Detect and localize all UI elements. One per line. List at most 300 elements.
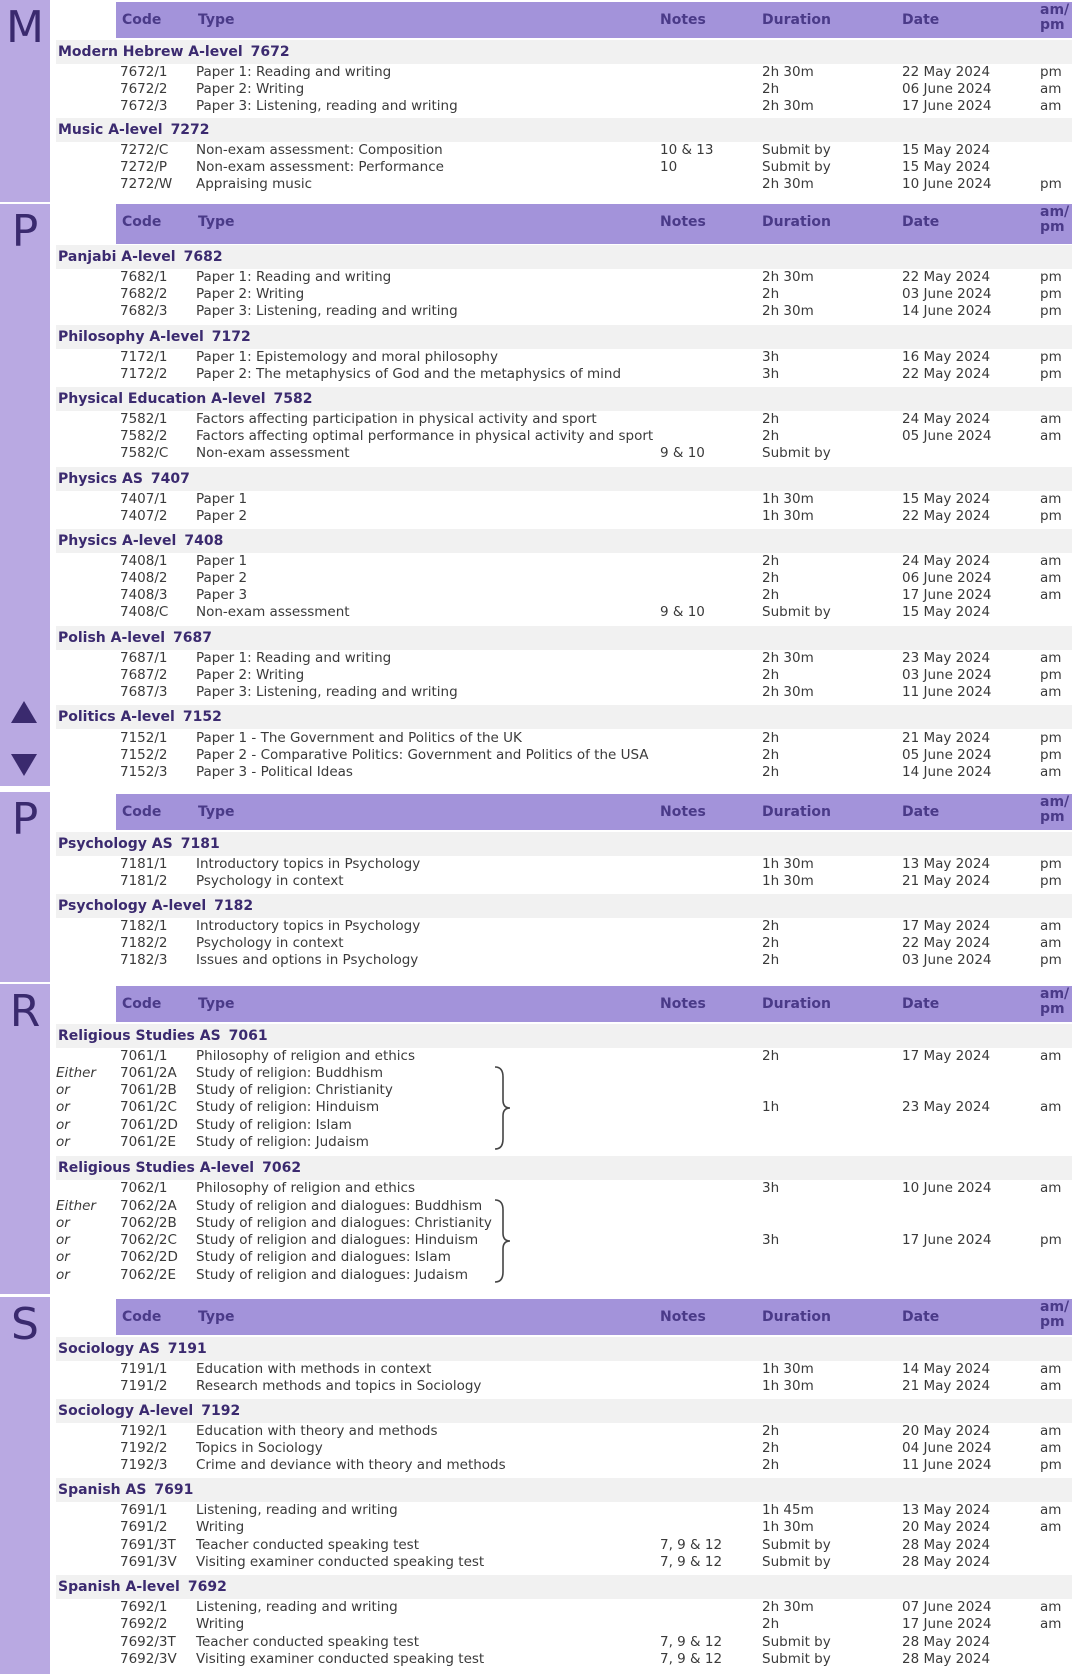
cell-date: 22 May 2024 [902,269,991,285]
table-row [0,349,1080,366]
cell-date: 22 May 2024 [902,366,991,382]
table-row [0,667,1080,684]
cell-date: 11 June 2024 [902,684,992,700]
cell-date: 06 June 2024 [902,570,992,586]
table-row [0,918,1080,935]
header-notes: Notes [660,804,706,820]
header-type: Type [198,804,235,820]
cell-type: Crime and deviance with theory and methods [196,1457,506,1473]
cell-date: 14 May 2024 [902,1361,991,1377]
cell-type: Listening, reading and writing [196,1599,398,1615]
cell-duration: 2h 30m [762,176,814,192]
cell-type: Non-exam assessment: Performance [196,159,444,175]
cell-code: 7692/2 [120,1616,168,1632]
cell-date: 20 May 2024 [902,1519,991,1535]
cell-date: 17 May 2024 [902,1048,991,1064]
cell-duration: 1h 30m [762,491,814,507]
cell-duration: 2h [762,1457,780,1473]
cell-duration: 1h 45m [762,1502,814,1518]
cell-ampm: pm [1040,952,1062,968]
section-m-0 [0,0,1080,202]
cell-duration: 2h [762,764,780,780]
cell-duration: 3h [762,366,780,382]
header-ampm-line1: am/ [1040,2,1070,18]
cell-code: 7172/2 [120,366,168,382]
cell-date: 23 May 2024 [902,650,991,666]
cell-code: 7172/1 [120,349,168,365]
table-row [0,445,1080,462]
table-row [0,553,1080,570]
header-ampm [1040,1300,1069,1330]
cell-type: Study of religion and dialogues: Buddhism [196,1198,483,1214]
header-duration: Duration [762,1309,832,1325]
cell-type: Study of religion and dialogues: Hinduism [196,1232,479,1248]
subject-heading [56,1024,1072,1048]
cell-code: 7682/3 [120,303,168,319]
cell-prefix: or [56,1249,70,1265]
subject-heading [56,529,1072,553]
cell-prefix: or [56,1134,70,1150]
cell-duration: 3h [762,1232,780,1248]
table-row [0,269,1080,286]
subject-heading [56,40,1072,64]
cell-type: Education with theory and methods [196,1423,438,1439]
header-ampm [1040,987,1069,1017]
table-row [0,64,1080,81]
cell-prefix: or [56,1117,70,1133]
cell-code: 7061/1 [120,1048,168,1064]
cell-duration: 2h 30m [762,1599,814,1615]
cell-type: Paper 1: Reading and writing [196,650,392,666]
cell-code: 7672/3 [120,98,168,114]
cell-ampm: am [1040,1180,1062,1196]
cell-date: 10 June 2024 [902,176,992,192]
table-row [0,508,1080,525]
header-date: Date [902,12,940,28]
header-ampm-line1: am/ [1040,204,1070,220]
table-row [0,570,1080,587]
cell-type: Non-exam assessment [196,445,350,461]
cell-ampm: am [1040,98,1062,114]
cell-notes: 7, 9 & 12 [660,1537,723,1553]
cell-type: Psychology in context [196,935,344,951]
table-row [0,1048,1080,1065]
cell-code: 7687/2 [120,667,168,683]
cell-duration: 2h [762,1440,780,1456]
cell-date: 06 June 2024 [902,81,992,97]
table-row [0,952,1080,969]
cell-type: Philosophy of religion and ethics [196,1180,415,1196]
cell-code: 7692/1 [120,1599,168,1615]
section-letter: R [9,986,41,1037]
cell-type: Paper 1: Epistemology and moral philosophy [196,349,498,365]
header-notes: Notes [660,996,706,1012]
table-row [0,1117,1080,1134]
cell-date: 22 May 2024 [902,64,991,80]
cell-duration: 2h 30m [762,98,814,114]
cell-ampm: pm [1040,1457,1062,1473]
cell-date: 05 June 2024 [902,747,992,763]
cell-type: Teacher conducted speaking test [196,1634,419,1650]
cell-duration: 1h 30m [762,508,814,524]
table-row [0,1537,1080,1554]
cell-ampm: am [1040,684,1062,700]
cell-type: Paper 1 - The Government and Politics of the UK [196,730,522,746]
cell-code: 7182/2 [120,935,168,951]
subject-code: 7687 [173,630,212,646]
cell-type: Paper 1: Reading and writing [196,269,392,285]
cell-date: 11 June 2024 [902,1457,992,1473]
cell-ampm: pm [1040,303,1062,319]
table-row [0,142,1080,159]
cell-ampm: pm [1040,269,1062,285]
table-row [0,1554,1080,1571]
cell-type: Study of religion and dialogues: Judaism [196,1267,468,1283]
table-row [0,1232,1080,1249]
cell-type: Paper 3: Listening, reading and writing [196,684,458,700]
cell-code: 7272/W [120,176,173,192]
table-row [0,604,1080,621]
cell-duration: 2h [762,81,780,97]
cell-date: 05 June 2024 [902,428,992,444]
section-p-2 [0,792,1080,982]
subject-code: 7182 [214,898,254,914]
subject-code: 7061 [228,1028,268,1044]
cell-duration: 2h [762,1616,780,1632]
cell-code: 7408/3 [120,587,168,603]
subject-code: 7691 [154,1482,194,1498]
table-row [0,1180,1080,1197]
subject-code: 7407 [150,471,190,487]
grouping-brace [492,1065,512,1151]
table-row [0,1599,1080,1616]
cell-type: Introductory topics in Psychology [196,856,421,872]
cell-date: 15 May 2024 [902,491,991,507]
cell-code: 7061/2D [120,1117,178,1133]
table-row [0,81,1080,98]
header-type: Type [198,1309,235,1325]
table-row [0,1502,1080,1519]
header-notes: Notes [660,1309,706,1325]
cell-code: 7691/3T [120,1537,176,1553]
cell-code: 7181/2 [120,873,168,889]
cell-ampm: am [1040,553,1062,569]
header-type: Type [198,12,235,28]
header-type: Type [198,996,235,1012]
cell-code: 7408/1 [120,553,168,569]
cell-duration: Submit by [762,1537,831,1553]
cell-code: 7062/2E [120,1267,177,1283]
cell-type: Paper 2 [196,508,248,524]
cell-code: 7672/1 [120,64,168,80]
cell-duration: 2h [762,747,780,763]
cell-duration: Submit by [762,159,831,175]
cell-code: 7062/2A [120,1198,177,1214]
cell-code: 7191/1 [120,1361,168,1377]
subject-code: 7191 [167,1341,207,1357]
cell-code: 7152/2 [120,747,168,763]
cell-ampm: am [1040,428,1062,444]
cell-type: Visiting examiner conducted speaking test [196,1554,485,1570]
header-date: Date [902,1309,940,1325]
table-header [116,986,1072,1022]
cell-date: 14 June 2024 [902,303,992,319]
cell-code: 7582/2 [120,428,168,444]
table-row [0,747,1080,764]
cell-ampm: am [1040,1423,1062,1439]
cell-type: Study of religion: Buddhism [196,1065,384,1081]
table-header [116,2,1072,38]
subject-code: 7408 [184,533,224,549]
table-row [0,303,1080,320]
table-row [0,428,1080,445]
cell-type: Listening, reading and writing [196,1502,398,1518]
cell-type: Paper 3: Listening, reading and writing [196,303,458,319]
cell-ampm: am [1040,587,1062,603]
section-letter: M [6,2,44,53]
cell-duration: 2h [762,587,780,603]
cell-date: 24 May 2024 [902,411,991,427]
subject-heading [56,1337,1072,1361]
subject-code: 7692 [187,1579,227,1595]
cell-code: 7182/1 [120,918,168,934]
table-row [0,764,1080,781]
cell-date: 13 May 2024 [902,1502,991,1518]
cell-code: 7408/2 [120,570,168,586]
table-row [0,1616,1080,1633]
header-ampm-line2: pm [1040,1314,1065,1330]
cell-date: 14 June 2024 [902,764,992,780]
table-row [0,935,1080,952]
cell-ampm: pm [1040,730,1062,746]
subject-name: Spanish AS [58,1482,147,1498]
cell-ampm: pm [1040,856,1062,872]
cell-code: 7061/2B [120,1082,177,1098]
cell-prefix: or [56,1099,70,1115]
subject-name: Music A-level [58,122,163,138]
table-row [0,1134,1080,1151]
cell-ampm: am [1040,1361,1062,1377]
table-header [116,794,1072,830]
cell-prefix: or [56,1267,70,1283]
cell-date: 04 June 2024 [902,1440,992,1456]
cell-code: 7687/1 [120,650,168,666]
cell-duration: 2h [762,952,780,968]
table-row [0,1099,1080,1116]
cell-date: 28 May 2024 [902,1554,991,1570]
cell-duration: 1h 30m [762,873,814,889]
cell-code: 7672/2 [120,81,168,97]
cell-ampm: am [1040,1599,1062,1615]
cell-date: 03 June 2024 [902,667,992,683]
cell-code: 7061/2A [120,1065,177,1081]
cell-duration: 2h [762,667,780,683]
subject-name: Polish A-level [58,630,166,646]
cell-type: Issues and options in Psychology [196,952,419,968]
table-header [116,204,1072,244]
table-row [0,684,1080,701]
table-row [0,1423,1080,1440]
header-ampm [1040,3,1069,33]
cell-date: 28 May 2024 [902,1634,991,1650]
cell-ampm: pm [1040,366,1062,382]
cell-ampm: am [1040,491,1062,507]
cell-type: Factors affecting participation in physical activity and sport [196,411,597,427]
subject-code: 7682 [183,249,223,265]
subject-heading [56,1399,1072,1423]
cell-type: Study of religion: Christianity [196,1082,393,1098]
cell-duration: Submit by [762,445,831,461]
cell-duration: 2h [762,286,780,302]
table-row [0,1215,1080,1232]
cell-type: Study of religion and dialogues: Christianity [196,1215,492,1231]
section-p-1 [0,204,1080,786]
cell-date: 21 May 2024 [902,1378,991,1394]
cell-duration: Submit by [762,142,831,158]
header-code: Code [122,996,162,1012]
cell-ampm: pm [1040,873,1062,889]
cell-code: 7061/2E [120,1134,177,1150]
cell-code: 7687/3 [120,684,168,700]
cell-ampm: pm [1040,508,1062,524]
cell-ampm: am [1040,81,1062,97]
table-row [0,1651,1080,1668]
cell-notes: 9 & 10 [660,445,705,461]
cell-ampm: am [1040,935,1062,951]
table-row [0,650,1080,667]
cell-ampm: am [1040,1616,1062,1632]
table-row [0,587,1080,604]
cell-notes: 7, 9 & 12 [660,1651,723,1667]
table-row [0,1249,1080,1266]
cell-ampm: pm [1040,667,1062,683]
cell-prefix: Either [56,1065,96,1081]
table-header [116,1299,1072,1335]
cell-duration: Submit by [762,1554,831,1570]
subject-name: Philosophy A-level [58,329,204,345]
table-row [0,1378,1080,1395]
cell-code: 7407/1 [120,491,168,507]
cell-code: 7272/P [120,159,168,175]
table-row [0,1519,1080,1536]
cell-code: 7408/C [120,604,169,620]
table-row [0,366,1080,383]
cell-date: 03 June 2024 [902,286,992,302]
subject-name: Religious Studies AS [58,1028,221,1044]
subject-name: Physics AS [58,471,143,487]
cell-date: 13 May 2024 [902,856,991,872]
cell-duration: 1h 30m [762,1378,814,1394]
cell-code: 7152/3 [120,764,168,780]
cell-type: Paper 3 [196,587,248,603]
cell-ampm: pm [1040,349,1062,365]
cell-type: Research methods and topics in Sociology [196,1378,482,1394]
header-code: Code [122,214,162,230]
cell-type: Paper 1: Reading and writing [196,64,392,80]
subject-name: Sociology A-level [58,1403,194,1419]
cell-duration: Submit by [762,1651,831,1667]
cell-duration: 1h [762,1099,780,1115]
cell-type: Non-exam assessment [196,604,350,620]
subject-heading [56,705,1072,729]
cell-code: 7691/3V [120,1554,177,1570]
section-letter: P [11,206,39,257]
subject-name: Panjabi A-level [58,249,176,265]
cell-ampm: am [1040,1099,1062,1115]
section-r-3 [0,984,1080,1294]
table-row [0,873,1080,890]
subject-code: 7172 [211,329,251,345]
header-duration: Duration [762,12,832,28]
table-row [0,1361,1080,1378]
cell-date: 17 June 2024 [902,1616,992,1632]
cell-ampm: pm [1040,1232,1062,1248]
cell-code: 7062/2D [120,1249,178,1265]
subject-heading [56,894,1072,918]
up-triangle-icon[interactable] [9,699,39,727]
cell-type: Paper 2: Writing [196,286,305,302]
header-type: Type [198,214,235,230]
cell-date: 17 June 2024 [902,587,992,603]
cell-code: 7152/1 [120,730,168,746]
table-row [0,98,1080,115]
cell-ampm: am [1040,918,1062,934]
subject-heading [56,467,1072,491]
cell-type: Study of religion: Hinduism [196,1099,380,1115]
cell-ampm: pm [1040,176,1062,192]
grouping-brace [492,1198,512,1284]
cell-type: Appraising music [196,176,313,192]
cell-notes: 10 [660,159,678,175]
cell-code: 7682/2 [120,286,168,302]
header-ampm-line2: pm [1040,17,1065,33]
cell-code: 7582/C [120,445,169,461]
header-date: Date [902,804,940,820]
subject-name: Physics A-level [58,533,177,549]
cell-code: 7192/3 [120,1457,168,1473]
cell-type: Philosophy of religion and ethics [196,1048,415,1064]
cell-ampm: am [1040,1048,1062,1064]
header-duration: Duration [762,804,832,820]
table-row [0,176,1080,193]
table-row [0,1065,1080,1082]
cell-code: 7192/2 [120,1440,168,1456]
subject-heading [56,387,1072,411]
cell-duration: 3h [762,349,780,365]
cell-ampm: am [1040,650,1062,666]
cell-date: 20 May 2024 [902,1423,991,1439]
cell-duration: 2h 30m [762,684,814,700]
subject-heading [56,1478,1072,1502]
cell-date: 03 June 2024 [902,952,992,968]
table-row [0,1082,1080,1099]
section-s-4 [0,1297,1080,1674]
table-row [0,286,1080,303]
cell-duration: 2h [762,428,780,444]
cell-date: 22 May 2024 [902,508,991,524]
cell-date: 28 May 2024 [902,1537,991,1553]
cell-type: Paper 3 - Political Ideas [196,764,353,780]
header-ampm [1040,205,1069,235]
table-row [0,1440,1080,1457]
cell-date: 17 June 2024 [902,1232,992,1248]
cell-duration: 2h [762,411,780,427]
cell-date: 16 May 2024 [902,349,991,365]
cell-date: 21 May 2024 [902,730,991,746]
cell-type: Writing [196,1519,245,1535]
header-code: Code [122,1309,162,1325]
cell-date: 17 May 2024 [902,918,991,934]
